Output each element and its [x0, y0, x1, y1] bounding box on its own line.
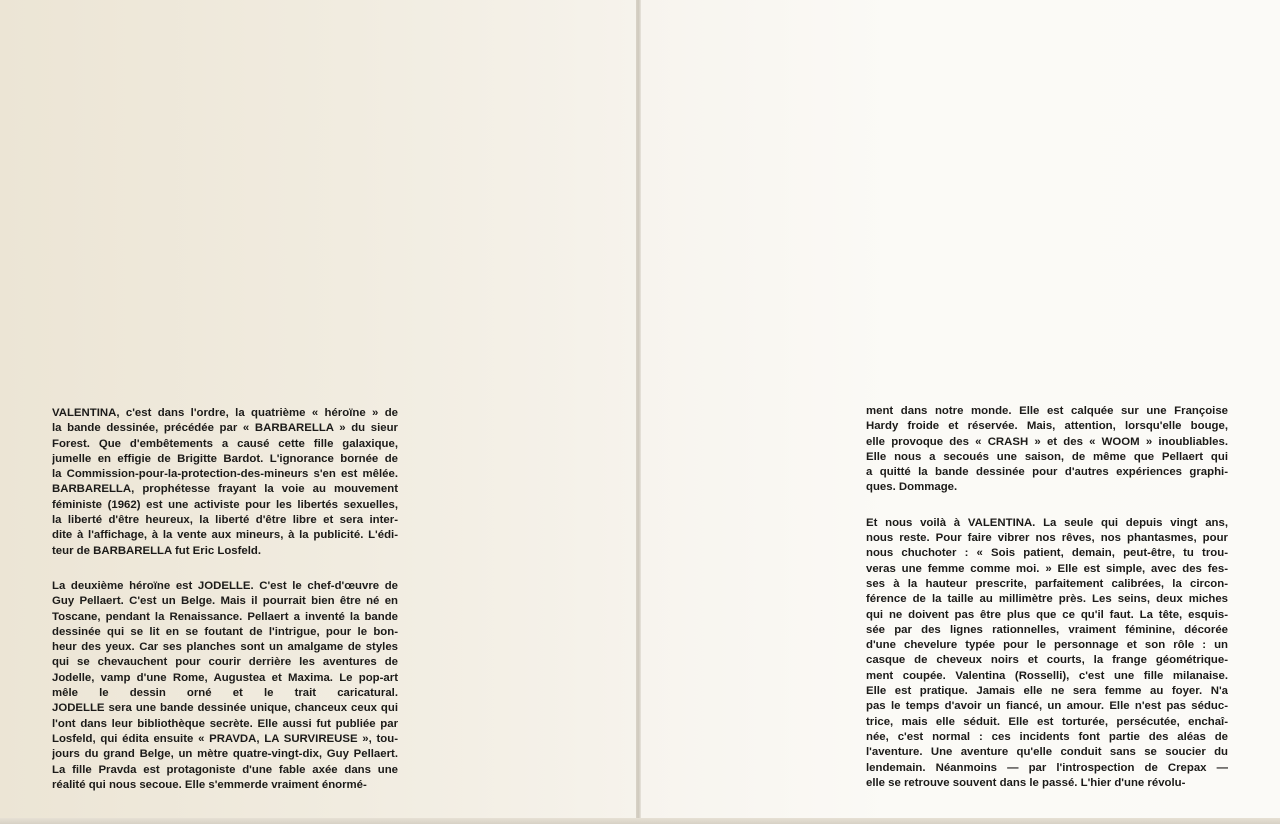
- text-line: la bande dessinée, précédée par « BARBARELLA » du sieur: [52, 422, 398, 435]
- text-line: Elle est pratique. Jamais elle ne sera femme au foyer. N'a: [866, 685, 1228, 698]
- text-line: réalité qui nous secoue. Elle s'emmerde vraiment énormé-: [52, 778, 367, 791]
- text-line: ment coupée. Valentina (Rosselli), c'est une fille milanaise.: [866, 669, 1228, 682]
- text-line: lendemain. Néanmoins — par l'introspection de Crepax —: [866, 761, 1228, 774]
- text-line: JODELLE sera une bande dessinée unique, chanceux ceux qui: [52, 702, 398, 715]
- right-text-column: [866, 404, 1228, 791]
- text-line: Guy Pellaert. C'est un Belge. Mais il pourrait bien être né en: [52, 595, 398, 608]
- text-line: l'ont dans leur bibliothèque secrète. Elle aussi fut publiée par: [52, 717, 398, 730]
- left-text-column: [52, 406, 398, 793]
- text-line: jours du grand Belge, un mètre quatre-vingt-dix, Guy Pellaert.: [52, 748, 398, 761]
- text-line: ment dans notre monde. Elle est calquée sur une Françoise: [866, 405, 1228, 417]
- text-line: Toscane, pendant la Renaissance. Pellaert a inventé la bande: [52, 610, 398, 623]
- text-line: Elle nous a secoués une saison, de même que Pellaert qui: [866, 450, 1228, 463]
- text-line: la Commission-pour-la-protection-des-mineurs s'en est mêlée.: [52, 468, 398, 481]
- text-line: teur de BARBARELLA fut Eric Losfeld.: [52, 544, 262, 557]
- paragraph-gap: [866, 496, 1228, 516]
- book-gutter: [636, 0, 641, 824]
- text-line: jumelle en effigie de Brigitte Bardot. L'ignorance bornée de: [52, 452, 398, 465]
- text-line: dite à l'affichage, à la vente aux mineurs, à la publicité. L'édi-: [52, 529, 398, 542]
- paragraph: [866, 404, 1228, 496]
- text-line: nous chuchoter : « Sois patient, demain, peut-être, tu trou-: [866, 547, 1228, 560]
- paragraph: [866, 516, 1228, 791]
- text-line: nous reste. Pour faire vibrer nos rêves, nos phantasmes, pour: [866, 532, 1228, 545]
- text-line: elle provoque des « CRASH » et des « WOOM » inoubliables.: [866, 435, 1228, 448]
- text-line: la liberté d'être heureux, la liberté d'être libre et sera inter-: [52, 514, 398, 527]
- text-line: dessinée qui se lit en se foutant de l'intrigue, pour le bon-: [52, 625, 398, 638]
- text-line: férence de la taille au millimètre près. Les seins, deux miches: [866, 593, 1228, 606]
- text-line: BARBARELLA, prophétesse frayant la voie au mouvement: [52, 483, 398, 496]
- paragraph: [52, 406, 398, 559]
- text-line: l'aventure. Une aventure qu'elle conduit sans se soucier du: [866, 746, 1228, 759]
- paragraph: [52, 579, 398, 793]
- text-line: veras une femme comme moi. » Elle est simple, avec des fes-: [866, 562, 1228, 575]
- text-line: Forest. Que d'embêtements a causé cette fille galaxique,: [52, 437, 398, 450]
- page-bottom-edge: [0, 818, 1280, 824]
- text-line: Et nous voilà à VALENTINA. La seule qui depuis vingt ans,: [866, 516, 1228, 529]
- text-line: féministe (1962) est une activiste pour les libertés sexuelles,: [52, 498, 398, 511]
- text-line: La fille Pravda est protagoniste d'une fable axée dans une: [52, 763, 398, 776]
- text-line: Losfeld, qui édita ensuite « PRAVDA, LA SURVIREUSE », tou-: [52, 732, 398, 745]
- text-line: Hardy froide et réservée. Mais, attention, lorsqu'elle bouge,: [866, 420, 1228, 433]
- text-line: d'une chevelure typée pour le personnage et son rôle : un: [866, 639, 1228, 652]
- text-line: sée par des lignes rationnelles, vraiment féminine, décorée: [866, 623, 1228, 636]
- text-line: casque de cheveux noirs et courts, la frange géométrique-: [866, 654, 1228, 667]
- text-line: La deuxième héroïne est JODELLE. C'est le chef-d'œuvre de: [52, 579, 398, 592]
- text-line: ses à la hauteur prescrite, parfaitement calibrées, la circon-: [866, 577, 1228, 590]
- text-line: mêle le dessin orné et le trait caricatural.: [52, 687, 398, 700]
- text-line: Jodelle, vamp d'une Rome, Augustea et Maxima. Le pop-art: [52, 671, 398, 684]
- text-line: heur des yeux. Car ses planches sont un amalgame de styles: [52, 641, 398, 654]
- text-line: ques. Dommage.: [866, 481, 958, 494]
- text-line: elle se retrouve souvent dans le passé. L'hier d'une révolu-: [866, 776, 1186, 789]
- text-line: qui se chevauchent pour courir derrière les aventures de: [52, 656, 398, 669]
- text-line: pas le temps d'avoir un fiancé, un amour. Elle n'est pas séduc-: [866, 700, 1228, 713]
- text-line: a quitté la bande dessinée pour d'autres expériences graphi-: [866, 466, 1228, 479]
- text-line: née, c'est normal : ces incidents font partie des aléas de: [866, 730, 1228, 743]
- text-line: VALENTINA, c'est dans l'ordre, la quatrième « héroïne » de: [52, 407, 398, 419]
- text-line: trice, mais elle séduit. Elle est torturée, persécutée, enchaî-: [866, 715, 1228, 728]
- paragraph-gap: [52, 559, 398, 579]
- text-line: qui ne doivent pas être plus que ce qu'il faut. La tête, esquis-: [866, 608, 1228, 621]
